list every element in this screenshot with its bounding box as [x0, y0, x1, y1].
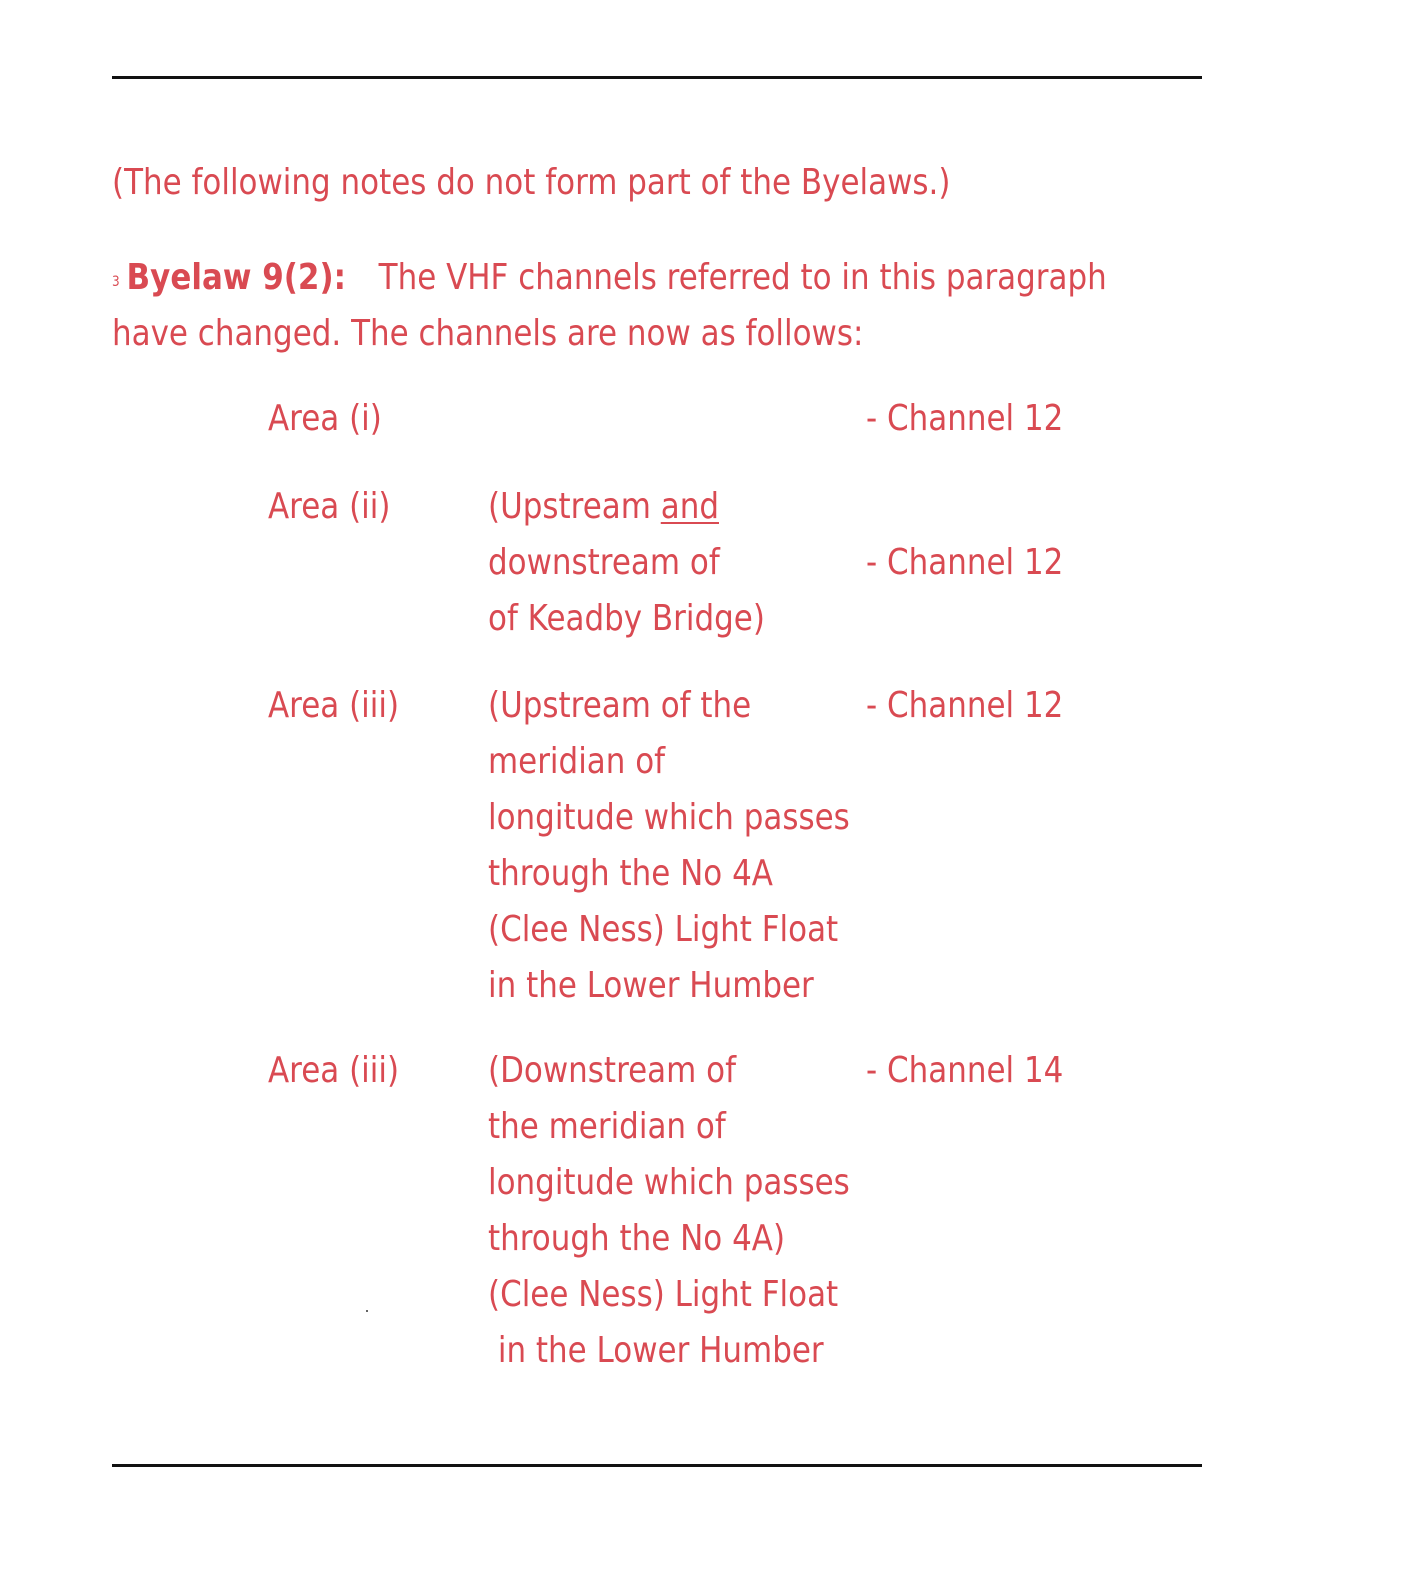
area-label: Area (i): [268, 398, 382, 439]
area-description: [488, 479, 765, 647]
description-line: longitude which passes: [488, 1162, 850, 1203]
description-line: through the No 4A): [488, 1218, 786, 1259]
channel-label: - Channel 12: [866, 542, 1064, 583]
top-rule: [112, 76, 1202, 79]
description-line: of Keadby Bridge): [488, 598, 765, 639]
byelaw-note: [112, 250, 1196, 362]
description-line: the meridian of: [488, 1106, 726, 1147]
byelaw-label: Byelaw 9(2):: [126, 257, 346, 298]
description-line: longitude which passes: [488, 797, 850, 838]
bottom-rule: [112, 1464, 1202, 1467]
area-label: Area (ii): [268, 486, 391, 527]
description-line: (Clee Ness) Light Float: [488, 1274, 839, 1315]
intro-note: (The following notes do not form part of the Byelaws.): [112, 162, 951, 203]
channel-label: - Channel 12: [866, 398, 1064, 439]
footnote-marker: 3: [112, 274, 120, 290]
note-text-line2: have changed. The channels are now as follows:: [112, 313, 864, 354]
description-line: meridian of: [488, 741, 666, 782]
area-description: [488, 678, 850, 1014]
description-line: (Upstream of the: [488, 685, 752, 726]
description-line: (Downstream of: [488, 1050, 736, 1091]
channel-label: - Channel 12: [866, 685, 1064, 726]
channel-label: - Channel 14: [866, 1050, 1064, 1091]
description-line: (Clee Ness) Light Float: [488, 909, 839, 950]
area-label: Area (iii): [268, 685, 400, 726]
underlined-word: and: [660, 486, 719, 527]
area-label: Area (iii): [268, 1050, 400, 1091]
description-line: downstream of: [488, 542, 720, 583]
speck: [366, 1310, 368, 1312]
description-line: (Upstream and: [488, 486, 719, 527]
note-text-line1: The VHF channels referred to in this paragraph: [378, 257, 1107, 298]
description-line: in the Lower Humber: [488, 965, 814, 1006]
area-description: [488, 1043, 850, 1379]
description-line: in the Lower Humber: [488, 1330, 824, 1371]
description-line: through the No 4A: [488, 853, 773, 894]
